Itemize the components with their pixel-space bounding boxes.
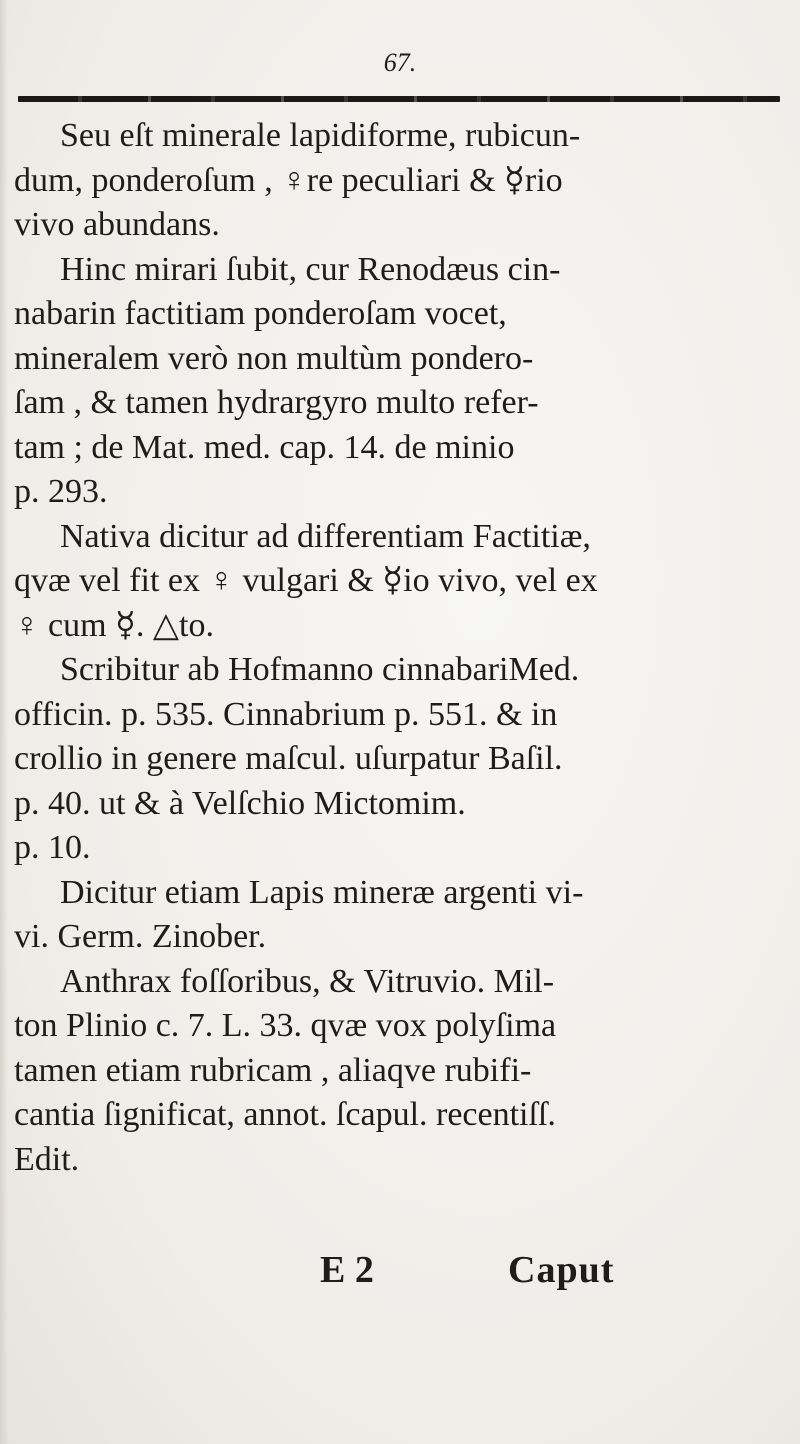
paragraph	[14, 648, 780, 871]
text-line: tam ; de Mat. med. cap. 14. de minio	[14, 428, 515, 466]
paragraph	[14, 114, 780, 248]
text-line: cantia ſignificat, annot. ſcapul. recentiſſ.	[14, 1096, 556, 1133]
text-line: crollio in genere maſcul. uſurpatur Baſil.	[14, 740, 563, 777]
text-line: Scribitur ab Hofmanno cinnabariMed.	[60, 651, 580, 688]
text-line: Nativa dicitur ad differentiam Factitiæ,	[60, 517, 591, 555]
catchword: Caput	[508, 1249, 615, 1291]
text-line: Edit.	[14, 1140, 80, 1178]
text-line: ♀ cum ☿. △to.	[14, 606, 214, 644]
text-line: p. 293.	[14, 473, 108, 510]
paragraph	[14, 248, 780, 515]
footer	[0, 1248, 800, 1308]
text-line: vivo abundans.	[14, 206, 220, 243]
text-line: qvæ vel fit ex ♀ vulgari & ☿io vivo, vel ex	[14, 562, 598, 599]
page-edge-shadow	[0, 0, 8, 1444]
text-line: nabarin factitiam ponderoſam vocet,	[14, 295, 507, 332]
paragraph	[14, 515, 780, 649]
text-line: officin. p. 535. Cinnabrium p. 551. & in	[14, 695, 558, 733]
paragraph	[14, 960, 780, 1183]
text-line: ton Plinio c. 7. L. 33. qvæ vox polyſima	[14, 1007, 557, 1044]
text-line: Seu eſt minerale lapidiforme, rubicun-	[60, 117, 581, 154]
text-line: vi. Germ. Zinober.	[14, 918, 267, 955]
paragraph	[14, 871, 780, 960]
text-line: p. 10.	[14, 829, 91, 866]
text-line: Anthrax foſſoribus, & Vitruvio. Mil-	[60, 962, 555, 1000]
text-line: dum, ponderoſum , ♀re peculiari & ☿rio	[14, 161, 563, 199]
text-line: mineralem verò non multùm pondero-	[14, 339, 534, 377]
text-line: ſam , & tamen hydrargyro multo refer-	[14, 384, 539, 421]
signature-mark: E 2	[320, 1249, 374, 1291]
text-line: p. 40. ut & à Velſchio Mictomim.	[14, 784, 466, 822]
body-text	[14, 114, 780, 1182]
page-number: 67.	[383, 48, 417, 77]
text-line: Hinc mirari ſubit, cur Renodæus cin-	[60, 250, 561, 288]
text-line: tamen etiam rubricam , aliaqve rubifi-	[14, 1051, 532, 1089]
text-line: Dicitur etiam Lapis mineræ argenti vi-	[60, 873, 584, 911]
header-rule	[18, 96, 780, 102]
